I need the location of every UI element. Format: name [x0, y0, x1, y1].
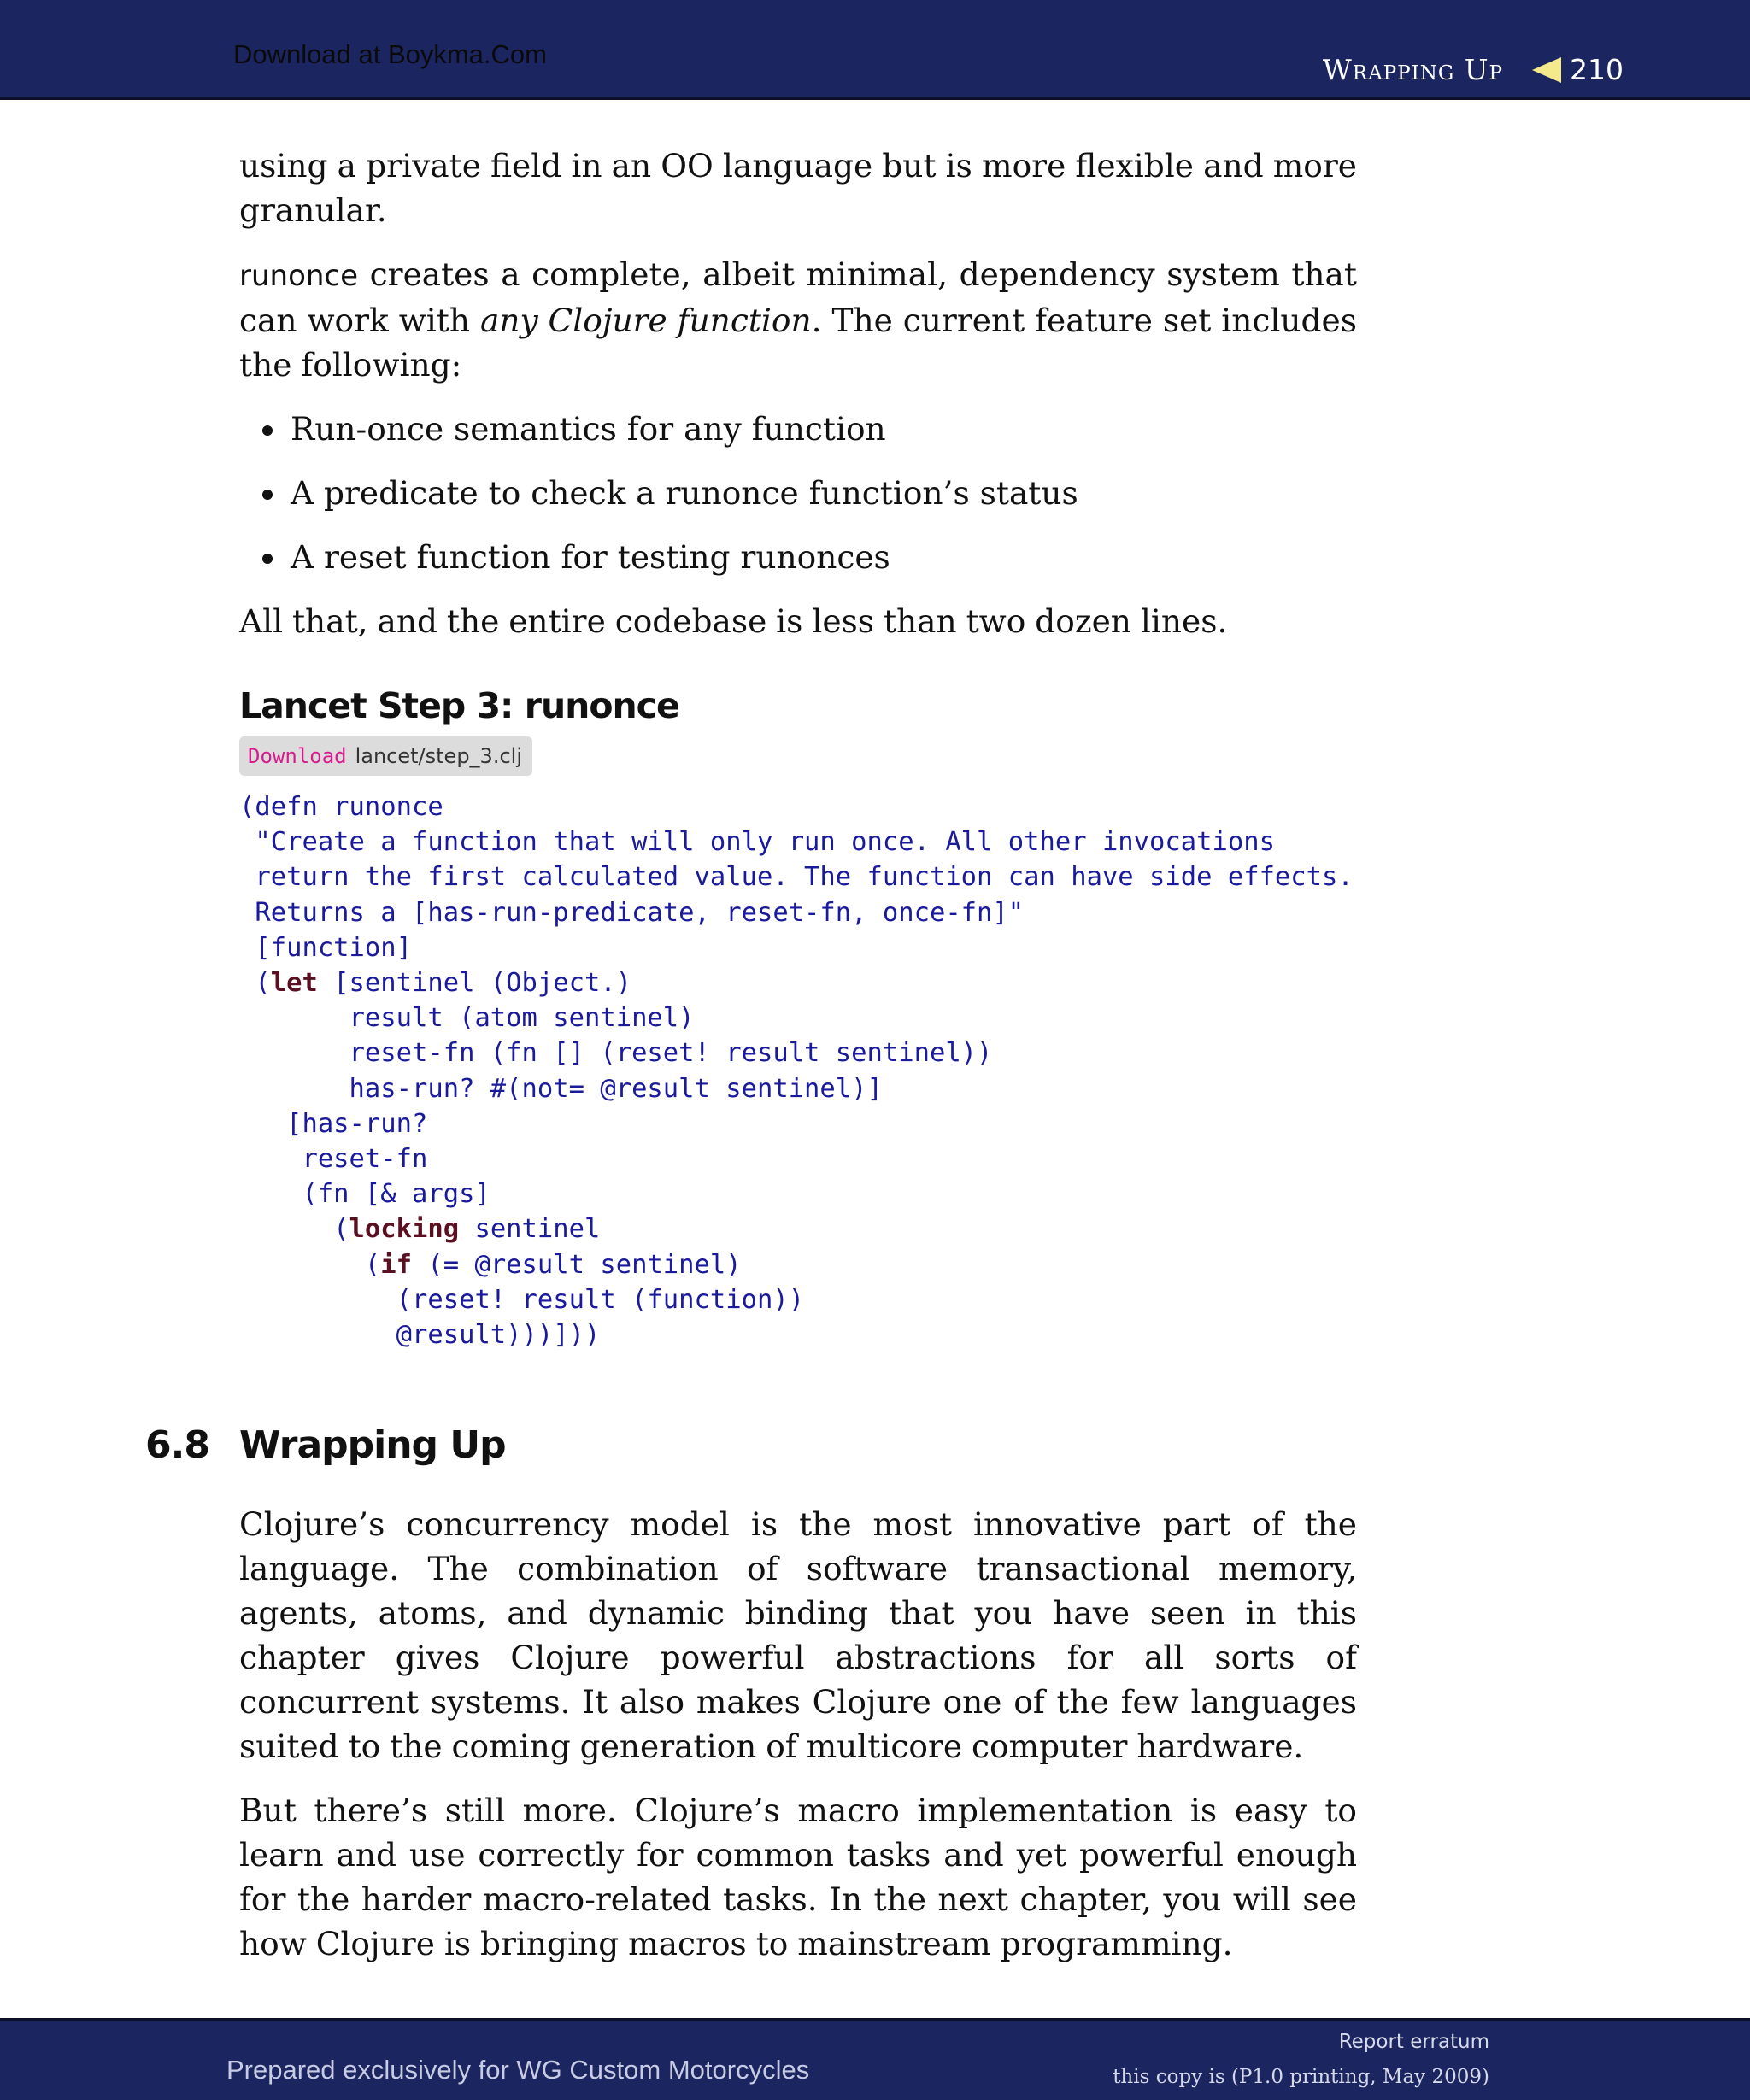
intro-paragraph-2 — [239, 252, 1357, 387]
code-line: "Create a function that will only run once. All other invocations — [239, 827, 1275, 858]
running-head — [1323, 53, 1624, 86]
code-listing — [239, 789, 1357, 1352]
code-text: [sentinel (Object.) — [317, 968, 632, 999]
intro-paragraph-2-text: creates a complete, albeit minimal, dependency system that can work with — [239, 255, 1357, 339]
section-title: Wrapping Up — [239, 1423, 506, 1467]
list-item: A predicate to check a runonce function’s status — [291, 471, 1357, 515]
main-content — [239, 144, 1357, 1352]
list-item: Run-once semantics for any function — [291, 407, 1357, 451]
intro-paragraph-1: using a private field in an OO language but is more flexible and more granular. — [239, 147, 1357, 229]
code-line: reset-fn (fn [] (reset! result sentinel)) — [239, 1038, 993, 1069]
intro-paragraph-3: All that, and the entire codebase is less than two dozen lines. — [239, 602, 1228, 640]
listing-title: Lancet Step 3: runonce — [239, 685, 679, 726]
list-item: A reset function for testing runonces — [291, 535, 1357, 579]
code-line: reset-fn — [239, 1144, 428, 1175]
code-line: Returns a [has-run-predicate, reset-fn, once-fn]" — [239, 897, 1025, 928]
page-number: 210 — [1570, 53, 1624, 86]
code-line: (defn runonce — [239, 792, 443, 822]
code-keyword: if — [380, 1249, 412, 1280]
section-paragraph-1: Clojure’s concurrency model is the most innovative part of the language. The combination of software transactional memory, agents, atoms, and dynamic binding that you have seen in this chapter gives Clojure powerful abstractions for all sorts of concurrent systems. It also makes Clojure one of the few languages suited to the coming generation of multicore computer hardware. — [239, 1505, 1357, 1765]
code-keyword: let — [270, 968, 318, 999]
code-line: return the first calculated value. The function can have side effects. — [239, 862, 1354, 893]
section-paragraph-2: But there’s still more. Clojure’s macro implementation is easy to learn and use correctly for common tasks and yet powerful enough for the harder macro-related tasks. In the next chapter, you will see how Clojure is bringing macros to mainstream programming. — [239, 1792, 1357, 1962]
download-link[interactable]: Download at Boykma.Com — [233, 39, 547, 69]
section-content — [239, 1502, 1357, 1986]
intro-paragraph-2-emphasis: any Clojure function — [479, 302, 812, 339]
code-text: (= @result sentinel) — [412, 1249, 742, 1280]
code-line: result (atom sentinel) — [239, 1003, 695, 1034]
code-text: ( — [239, 1214, 349, 1245]
prepared-for-text: Prepared exclusively for WG Custom Motorcycles — [226, 2055, 810, 2085]
prev-page-arrow-icon[interactable] — [1532, 57, 1561, 83]
code-line: has-run? #(not= @result sentinel)] — [239, 1073, 883, 1104]
code-keyword: locking — [349, 1214, 460, 1245]
code-line — [239, 1250, 742, 1280]
code-text: sentinel — [459, 1214, 601, 1245]
code-line: [function] — [239, 932, 412, 963]
intro-paragraph-2-end: . The current feature set includes the following: — [239, 302, 1357, 384]
code-line — [239, 968, 631, 998]
footer-bar — [0, 2018, 1750, 2100]
code-line — [239, 1214, 600, 1244]
code-text: ( — [239, 1249, 381, 1280]
code-file-path[interactable]: lancet/step_3.clj — [355, 744, 522, 768]
code-line: (fn [& args] — [239, 1179, 490, 1210]
running-title: Wrapping Up — [1322, 53, 1503, 86]
download-keyword[interactable]: Download — [248, 744, 347, 768]
section-number: 6.8 — [145, 1423, 209, 1467]
feature-list — [239, 407, 1357, 579]
code-text: ( — [239, 968, 271, 999]
header-bar — [0, 0, 1750, 100]
download-code-link[interactable] — [239, 736, 532, 776]
copy-info: this copy is (P1.0 printing, May 2009) — [1113, 2066, 1489, 2088]
code-line: @result)))])) — [239, 1320, 601, 1351]
report-erratum-link[interactable]: Report erratum — [1338, 2031, 1489, 2053]
code-line: [has-run? — [239, 1108, 428, 1139]
inline-code-runonce: runonce — [239, 259, 359, 293]
code-line: (reset! result (function)) — [239, 1284, 805, 1315]
